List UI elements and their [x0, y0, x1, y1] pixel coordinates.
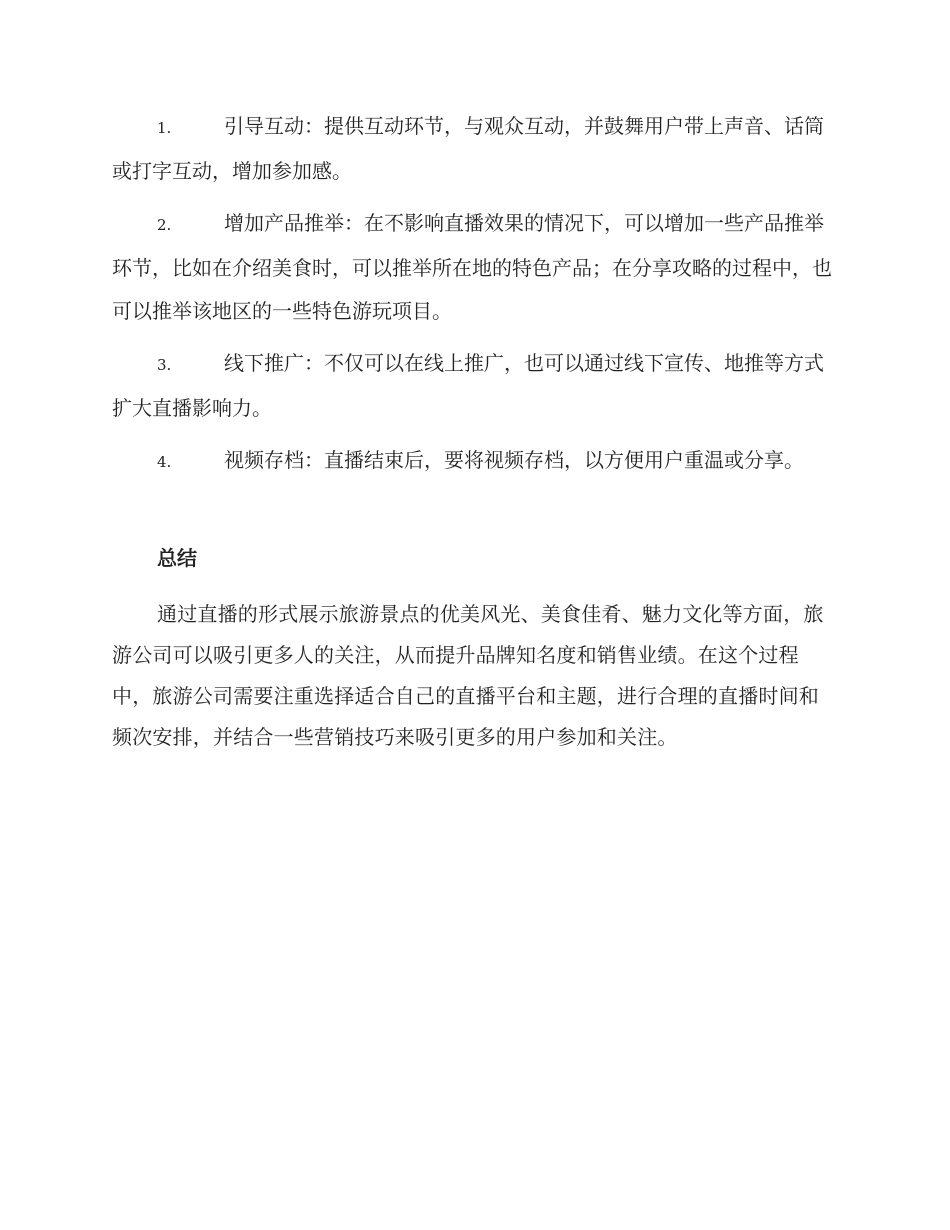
list-item-2 [112, 202, 834, 333]
list-number: 2. [157, 216, 172, 234]
summary-paragraph: 通过直播的形式展示旅游景点的优美风光、美食佳肴、魅力文化等方面，旅游公司可以吸引更多人的关注，从而提升品牌知名度和销售业绩。在这个过程中，旅游公司需要注重选择适合自己的直播平台和主题，进行合理的直播时间和频次安排，并结合一些营销技巧来吸引更多的用户参加和关注。 [112, 602, 824, 749]
list-text: 线下推广：不仅可以在线上推广，也可以通过线下宣传、地推等方式扩大直播影响力。 [112, 351, 824, 420]
list-number: 4. [157, 453, 172, 471]
list-text: 增加产品推举：在不影响直播效果的情况下，可以增加一些产品推举环节，比如在介绍美食时，可以推举所在地的特色产品；在分享攻略的过程中，也可以推举该地区的一些特色游玩项目。 [112, 211, 832, 323]
list-item-4 [112, 439, 834, 484]
list-number: 3. [157, 356, 172, 374]
list-item-3 [112, 342, 834, 430]
list-item-1 [112, 105, 834, 193]
list-text: 视频存档：直播结束后，要将视频存档，以方便用户重温或分享。 [224, 448, 804, 472]
list-number: 1. [157, 119, 172, 137]
list-text: 引导互动：提供互动环节，与观众互动，并鼓舞用户带上声音、话筒或打字互动，增加参加感。 [112, 114, 824, 183]
summary-heading: 总结 [157, 546, 197, 570]
